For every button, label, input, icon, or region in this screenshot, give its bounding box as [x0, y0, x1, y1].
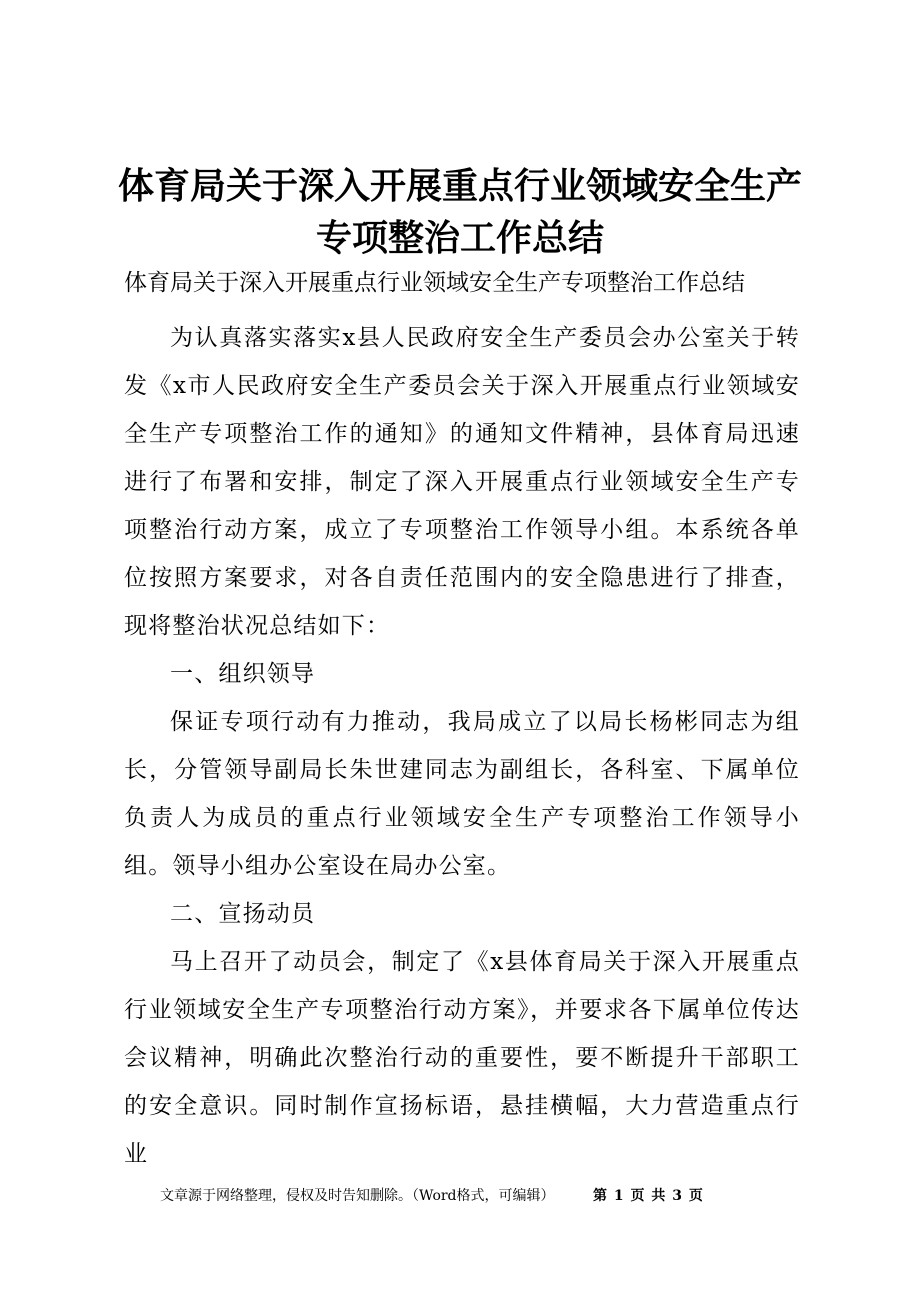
paragraph-publicity: 马上召开了动员会，制定了《x县体育局关于深入开展重点行业领域安全生产专项整治行动方案》，并要求各下属单位传达会议精神，明确此次整治行动的重要性，要不断提升干部职工的安全意识。同时制作宣扬标语，悬挂横幅，大力营造重点行业: [124, 949, 800, 1167]
paragraph-organization: 保证专项行动有力推动，我局成立了以局长杨彬同志为组长，分管领导副局长朱世建同志为副组长，各科室、下属单位负责人为成员的重点行业领域安全生产专项整治工作领导小组。领导小组办公室设在局办公室。: [124, 709, 800, 879]
page-number: 第 1 页 共 3 页: [592, 1188, 704, 1204]
page-footer: [160, 1186, 780, 1206]
section-heading-organization: 一、组织领导: [170, 661, 316, 687]
paragraph-intro: 为认真落实落实x县人民政府安全生产委员会办公室关于转发《x市人民政府安全生产委员会关于深入开展重点行业领域安全生产专项整治工作的通知》的通知文件精神，县体育局迅速进行了布署和安排，制定了深入开展重点行业领域安全生产专项整治行动方案，成立了专项整治工作领导小组。本系统各单位按照方案要求，对各自责任范围内的安全隐患进行了排查，现将整治状况总结如下：: [124, 325, 800, 639]
document-title: 体育局关于深入开展重点行业领域安全生产专项整治工作总结: [117, 165, 802, 259]
document-subtitle: 体育局关于深入开展重点行业领域安全生产专项整治工作总结: [124, 270, 745, 296]
section-heading-publicity: 二、宣扬动员: [170, 901, 316, 927]
document-body: [124, 314, 800, 1178]
footer-note: 文章源于网络整理，侵权及时告知删除。（Word格式，可编辑）: [160, 1188, 555, 1204]
